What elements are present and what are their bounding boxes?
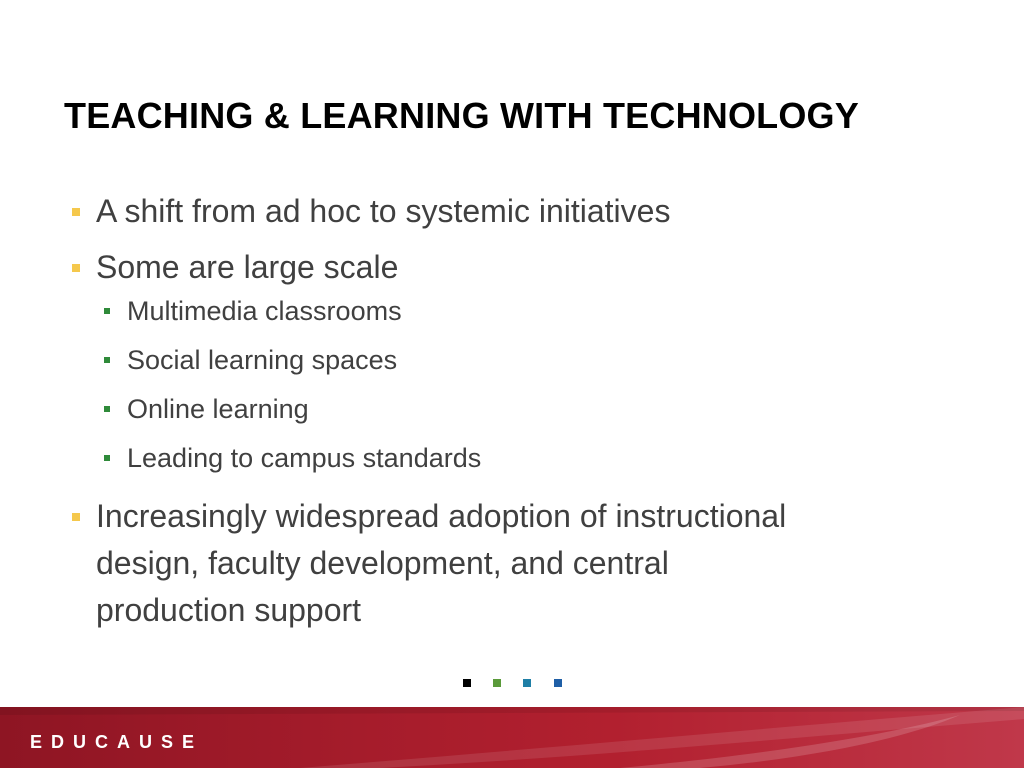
square-bullet-icon	[72, 513, 80, 521]
decorative-dots	[463, 679, 583, 689]
small-square-bullet-icon	[104, 308, 110, 314]
footer-band	[0, 707, 1024, 768]
bullet-text-line: production support	[96, 592, 362, 628]
square-bullet-icon	[72, 208, 80, 216]
bullet-text-line: design, faculty development, and central	[96, 545, 669, 581]
bullet-text: Some are large scale	[96, 249, 399, 285]
slide-title: TEACHING & LEARNING WITH TECHNOLOGY	[64, 95, 859, 136]
sub-bullet-item	[104, 295, 972, 327]
sub-bullet-item	[104, 344, 972, 376]
square-bullet-icon	[72, 264, 80, 272]
small-square-bullet-icon	[104, 455, 110, 461]
square-dot-icon	[463, 679, 471, 687]
bullet-text-line: Increasingly widespread adoption of instructional	[96, 498, 787, 534]
bullet-item	[72, 244, 972, 291]
small-square-bullet-icon	[104, 357, 110, 363]
bullet-text: A shift from ad hoc to systemic initiatives	[96, 193, 671, 229]
bullet-item	[72, 493, 972, 634]
sub-bullet-text: Online learning	[127, 394, 309, 424]
sub-bullet-item	[104, 393, 972, 425]
bullet-item	[72, 188, 972, 235]
square-dot-icon	[554, 679, 562, 687]
sub-bullet-text: Social learning spaces	[127, 345, 398, 375]
educause-logo: EDUCAUSE	[30, 732, 204, 752]
sub-bullet-text: Multimedia classrooms	[127, 296, 402, 326]
bullet-list	[72, 188, 972, 644]
small-square-bullet-icon	[104, 406, 110, 412]
sub-bullet-text: Leading to campus standards	[127, 443, 482, 473]
square-dot-icon	[523, 679, 531, 687]
sub-bullet-item	[104, 442, 972, 474]
square-dot-icon	[493, 679, 501, 687]
